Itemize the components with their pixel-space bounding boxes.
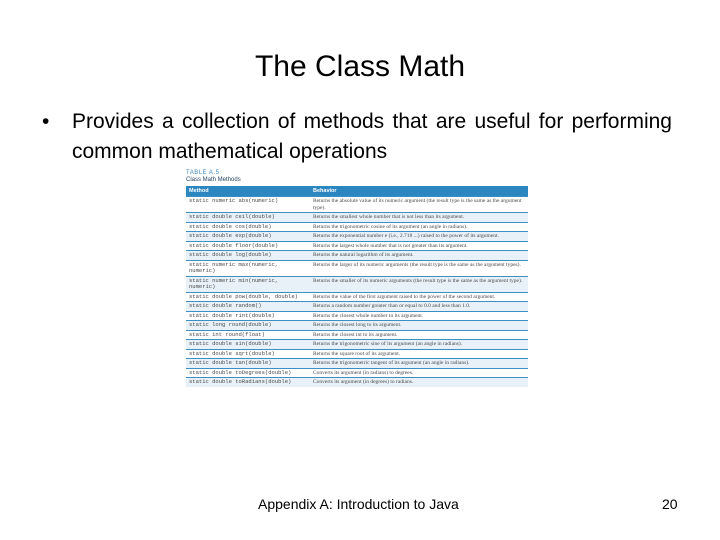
table-row (186, 378, 528, 387)
footer-text: Appendix A: Introduction to Java (258, 496, 459, 512)
math-methods-table (186, 186, 528, 387)
method-cell: static double toRadians(double) (186, 378, 310, 387)
bullet-symbol: • (42, 110, 50, 133)
table-row (186, 311, 528, 321)
method-cell: static double sqrt(double) (186, 349, 310, 359)
header-method: Method (186, 186, 310, 197)
method-cell: static long round(double) (186, 321, 310, 331)
table-row (186, 276, 528, 292)
behavior-cell: Returns the smallest whole number that is not less than its argument. (310, 213, 528, 223)
behavior-cell: Returns the closest long to its argument. (310, 321, 528, 331)
method-cell: static double random() (186, 302, 310, 312)
table-row (186, 359, 528, 369)
table-header-row (186, 186, 528, 197)
math-methods-table-figure (186, 170, 528, 487)
slide-title: The Class Math (254, 50, 466, 83)
behavior-cell: Returns the natural logarithm of its argument. (310, 251, 528, 261)
table-row (186, 222, 528, 232)
behavior-cell: Returns the exponential number e (i.e., 2.718 ...) raised to the power of its argument. (310, 232, 528, 242)
table-row (186, 251, 528, 261)
behavior-cell: Returns the value of the first argument raised to the power of the second argument. (310, 292, 528, 302)
behavior-cell: Returns the absolute value of its numeric argument (the result type is the same as the argument type). (310, 197, 528, 213)
behavior-cell: Returns the trigonometric tangent of its argument (an angle in radians). (310, 359, 528, 369)
behavior-cell: Returns the closest int to its argument. (310, 330, 528, 340)
table-row (186, 349, 528, 359)
page-number: 20 (662, 496, 678, 512)
method-cell: static numeric min(numeric, numeric) (186, 276, 310, 292)
behavior-cell: Returns the larger of its numeric arguments (the result type is the same as the argument types). (310, 260, 528, 276)
table-label: TABLE A.5 (186, 170, 220, 176)
method-cell: static double floor(double) (186, 241, 310, 251)
method-cell: static double exp(double) (186, 232, 310, 242)
behavior-cell: Returns the closest whole number to its argument. (310, 311, 528, 321)
bullet-item (42, 107, 672, 167)
header-behavior: Behavior (310, 186, 528, 197)
table-row (186, 368, 528, 378)
table-row (186, 321, 528, 331)
method-cell: static double tan(double) (186, 359, 310, 369)
table-row (186, 340, 528, 350)
table-body (186, 197, 528, 387)
method-cell: static int round(float) (186, 330, 310, 340)
table-row (186, 260, 528, 276)
table-row (186, 302, 528, 312)
behavior-cell: Returns the trigonometric sine of its argument (an angle in radians). (310, 340, 528, 350)
behavior-cell: Converts its argument (in radians) to degrees. (310, 368, 528, 378)
bullet-text: Provides a collection of methods that are useful for performing common mathematical operations (72, 110, 672, 163)
method-cell: static double sin(double) (186, 340, 310, 350)
method-cell: static double pow(double, double) (186, 292, 310, 302)
table-row (186, 213, 528, 223)
method-cell: static numeric max(numeric, numeric) (186, 260, 310, 276)
table-row (186, 241, 528, 251)
table-row (186, 197, 528, 213)
table-row (186, 292, 528, 302)
method-cell: static numeric abs(numeric) (186, 197, 310, 213)
method-cell: static double ceil(double) (186, 213, 310, 223)
method-cell: static double toDegrees(double) (186, 368, 310, 378)
method-cell: static double rint(double) (186, 311, 310, 321)
behavior-cell: Converts its argument (in degrees) to radians. (310, 378, 528, 387)
table-row (186, 330, 528, 340)
table-row (186, 232, 528, 242)
behavior-cell: Returns a random number greater than or equal to 0.0 and less than 1.0. (310, 302, 528, 312)
behavior-cell: Returns the trigonometric cosine of its argument (an angle in radians). (310, 222, 528, 232)
behavior-cell: Returns the largest whole number that is not greater than its argument. (310, 241, 528, 251)
behavior-cell: Returns the square root of its argument. (310, 349, 528, 359)
method-cell: static double cos(double) (186, 222, 310, 232)
method-cell: static double log(double) (186, 251, 310, 261)
table-caption: Class Math Methods (186, 177, 241, 183)
behavior-cell: Returns the smaller of its numeric arguments (the result type is the same as the argument type). (310, 276, 528, 292)
